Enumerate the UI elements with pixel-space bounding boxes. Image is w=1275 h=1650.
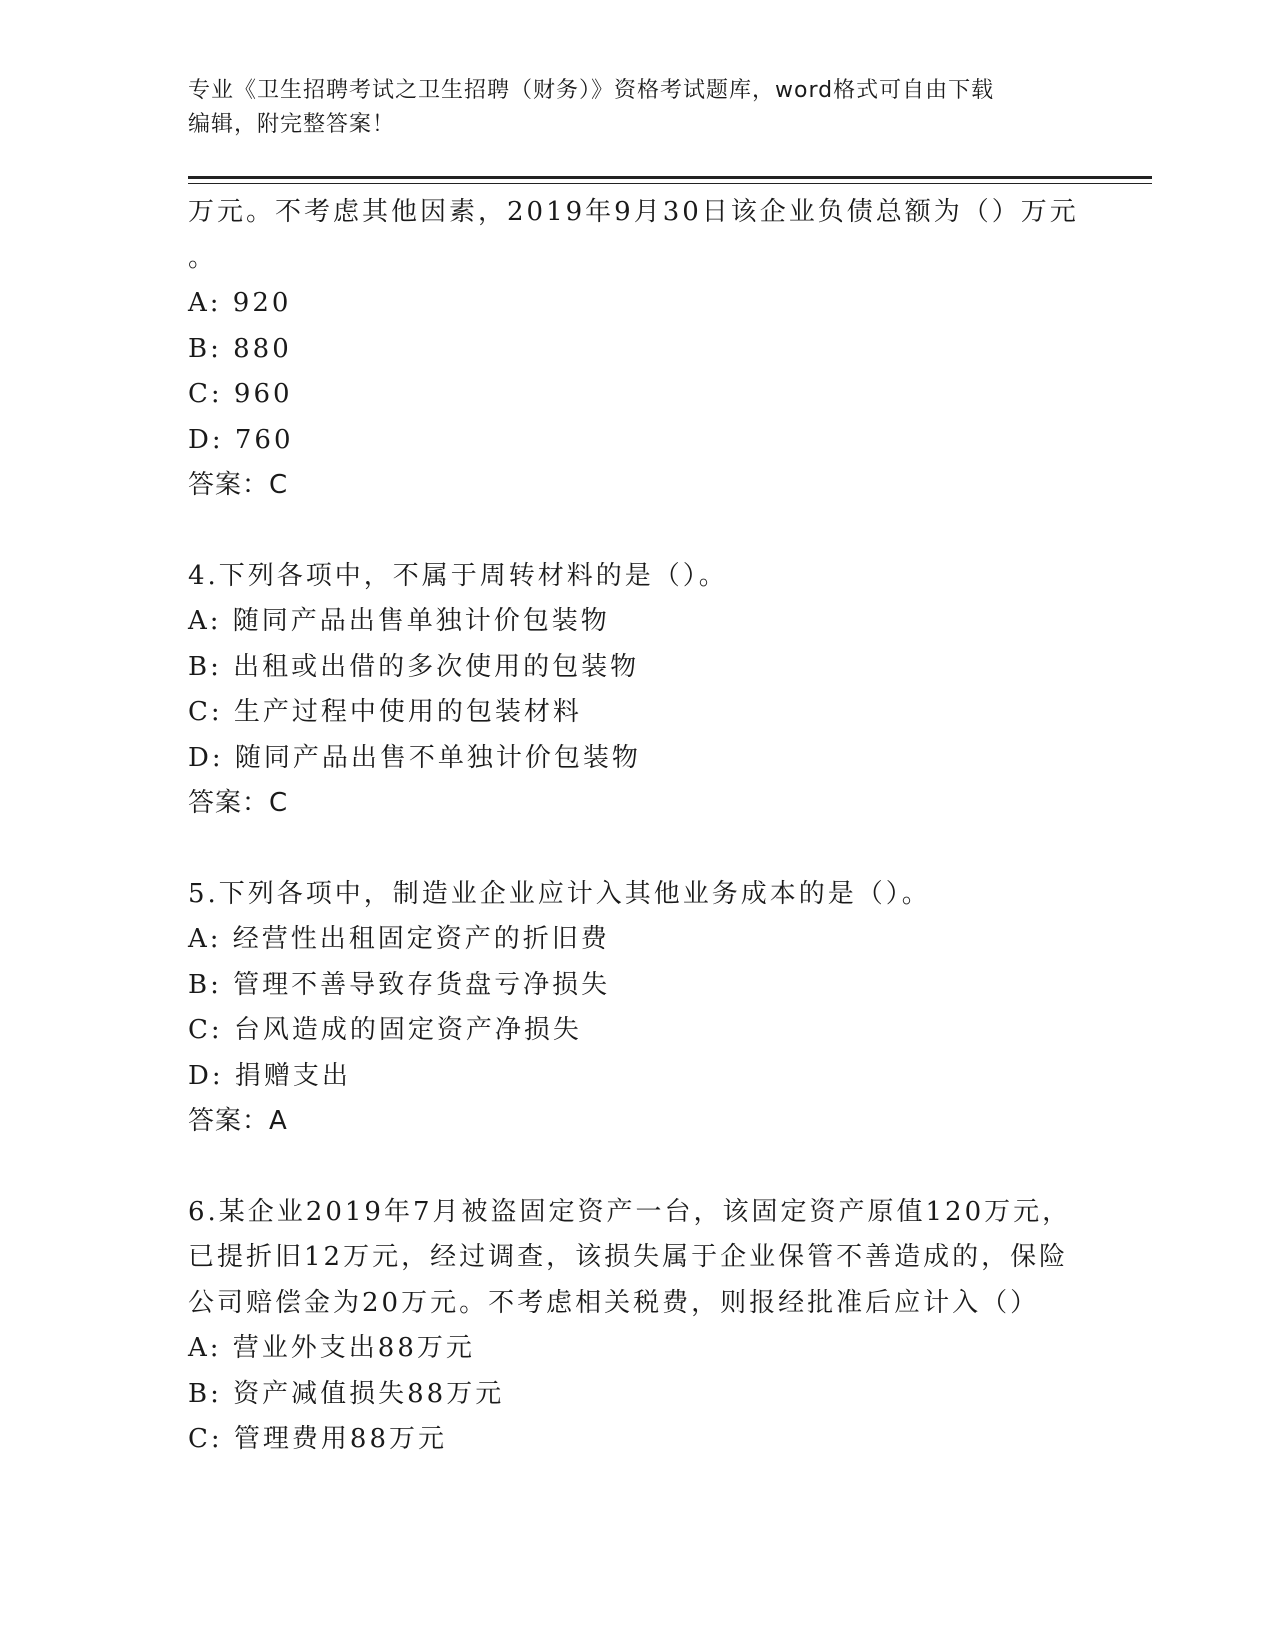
document-header <box>188 74 1078 142</box>
option-b: B: 资产减值损失88万元 <box>188 1378 505 1409</box>
answer-line: 答案：A <box>188 1106 288 1136</box>
question-stem-line: 公司赔偿金为20万元。不考虑相关税费，则报经批准后应计入（） <box>188 1287 1040 1318</box>
question-stem-line: 4.下列各项中，不属于周转材料的是（）。 <box>188 560 728 591</box>
option-a: A: 营业外支出88万元 <box>188 1333 475 1363</box>
spacer <box>188 827 1088 872</box>
option-c: C: 台风造成的固定资产净损失 <box>188 1015 582 1045</box>
option-d: D: 760 <box>188 424 294 455</box>
header-divider-thick <box>188 176 1152 179</box>
question-stem-line: 已提折旧12万元，经过调查，该损失属于企业保管不善造成的，保险 <box>188 1242 1069 1272</box>
option-a: A: 随同产品出售单独计价包装物 <box>188 606 610 636</box>
spacer <box>188 509 1088 554</box>
header-line-1: 专业《卫生招聘考试之卫生招聘（财务）》资格考试题库，word格式可自由下载 <box>188 78 995 103</box>
header-line-2: 编辑，附完整答案！ <box>188 112 396 137</box>
question-stem-line: 5.下列各项中，制造业企业应计入其他业务成本的是（）。 <box>188 878 931 909</box>
question-5 <box>188 872 1088 1145</box>
question-stem-line: 。 <box>188 242 218 273</box>
option-a: A: 经营性出租固定资产的折旧费 <box>188 924 610 954</box>
option-d: D: 随同产品出售不单独计价包装物 <box>188 742 641 773</box>
option-a: A: 920 <box>188 288 292 318</box>
header-divider-thin <box>188 183 1152 184</box>
answer-line: 答案：C <box>188 470 289 500</box>
spacer <box>188 1145 1088 1190</box>
option-c: C: 生产过程中使用的包装材料 <box>188 697 582 727</box>
answer-line: 答案：C <box>188 788 289 818</box>
question-6 <box>188 1190 1088 1463</box>
option-b: B: 管理不善导致存货盘亏净损失 <box>188 969 611 1000</box>
option-c: C: 管理费用88万元 <box>188 1424 448 1454</box>
question-stem-line: 6.某企业2019年7月被盗固定资产一台，该固定资产原值120万元， <box>188 1196 1072 1227</box>
question-stem-line: 万元。不考虑其他因素，2019年9月30日该企业负债总额为（）万元 <box>188 197 1079 227</box>
question-3 <box>188 190 1088 509</box>
option-c: C: 960 <box>188 379 293 409</box>
question-content <box>188 190 1088 1463</box>
option-b: B: 880 <box>188 333 292 364</box>
question-4 <box>188 554 1088 827</box>
option-d: D: 捐赠支出 <box>188 1060 351 1091</box>
option-b: B: 出租或出借的多次使用的包装物 <box>188 651 640 682</box>
